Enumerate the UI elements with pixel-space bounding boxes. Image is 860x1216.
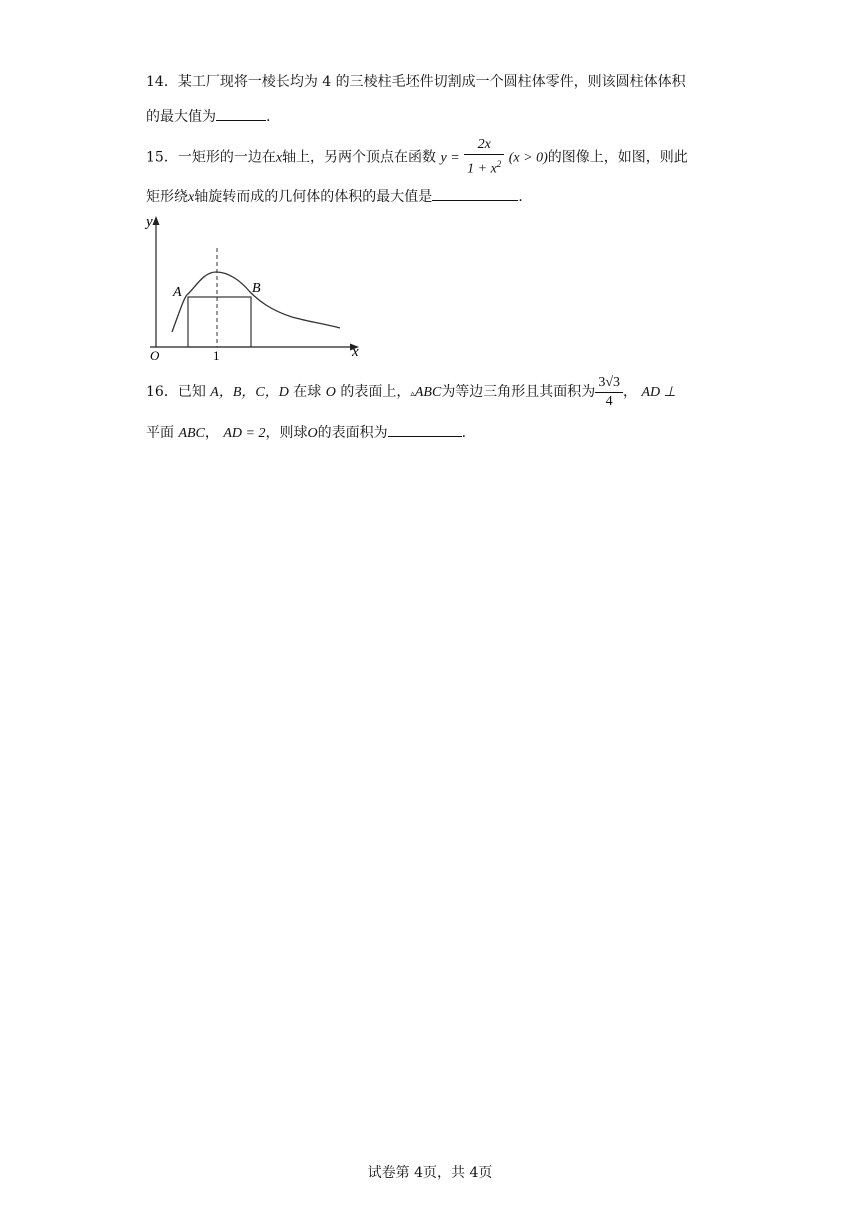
q15-var-x: x — [275, 150, 283, 166]
q16-points: A，B，C，D — [210, 385, 289, 400]
function-graph-figure — [140, 210, 370, 365]
q16-sphere-o-2: O — [307, 426, 318, 441]
q16-area-den: 4 — [605, 393, 613, 409]
q16-mid3: 为等边三角形且其面积为 — [441, 384, 596, 400]
q15-den-text: 1 + x — [467, 161, 497, 177]
q14-end: . — [266, 109, 271, 125]
point-a-label: A — [173, 285, 182, 300]
question-14-line1 — [146, 72, 686, 92]
q15-func-lhs: y = — [440, 150, 460, 166]
q16-area-fraction — [595, 374, 623, 411]
q16-line2-d: 的表面积为 — [317, 425, 388, 441]
q15-suffix: 的图像上，如图，则此 — [547, 149, 688, 166]
q15-line2-b: 轴旋转而成的几何体的体积的最大值是 — [194, 189, 433, 205]
page-footer: 试卷第 4页，共 4页 — [367, 1165, 493, 1181]
y-axis-arrow-icon — [153, 216, 160, 225]
q15-var-x-2: x — [188, 190, 195, 205]
q16-line2-a: 平面 — [146, 425, 174, 441]
q16-area-num: 3√3 — [595, 374, 623, 393]
q16-comma: ， — [623, 384, 637, 400]
answer-blank-16[interactable] — [388, 422, 462, 437]
origin-label: O — [150, 348, 160, 363]
q15-fraction — [464, 136, 504, 179]
y-axis-label: y — [146, 214, 153, 230]
q16-abc: ABC — [414, 385, 442, 400]
q15-end: . — [518, 189, 523, 205]
triangle-icon: ▵ — [410, 389, 415, 399]
question-16-line2 — [146, 422, 466, 444]
q16-mid1: 在球 — [293, 384, 322, 400]
question-15-line2 — [146, 186, 523, 208]
q16-ad-eq: AD = 2 — [223, 426, 266, 441]
q15-domain: (x > 0) — [508, 150, 548, 166]
point-b-label: B — [252, 281, 261, 296]
inscribed-rectangle — [188, 297, 251, 347]
question-16-line1 — [146, 372, 676, 414]
q16-mid2: 的表面上， — [340, 384, 411, 400]
q16-line2-c: ，则球 — [265, 425, 308, 441]
q15-prefix: 15．一矩形的一边在 — [146, 149, 276, 166]
question-15-line1 — [146, 136, 688, 179]
q16-prefix: 16．已知 — [146, 384, 206, 400]
q15-frac-num: 2x — [464, 136, 504, 155]
x-axis-label: x — [352, 344, 359, 360]
tick-label-1: 1 — [213, 348, 220, 363]
answer-blank-15[interactable] — [432, 186, 518, 201]
q14-text: 14．某工厂现将一棱长均为 4 的三棱柱毛坯件切割成一个圆柱体零件，则该圆柱体体积 — [146, 74, 686, 90]
q15-exponent: 2 — [496, 159, 502, 169]
q16-end: . — [461, 425, 467, 441]
q14-text-2: 的最大值为 — [146, 109, 216, 125]
q15-line2-a: 矩形绕 — [146, 189, 188, 205]
q15-frac-den — [464, 155, 504, 179]
question-14-line2 — [146, 106, 270, 127]
q16-abc-2: ABC — [178, 426, 205, 441]
q16-sphere-o: O — [325, 385, 336, 400]
answer-blank-14[interactable] — [216, 106, 266, 121]
q16-line2-b: ， — [204, 425, 219, 441]
q16-ad-perp: AD ⊥ — [641, 385, 676, 400]
q15-mid: 轴上，另两个顶点在函数 — [282, 149, 437, 166]
